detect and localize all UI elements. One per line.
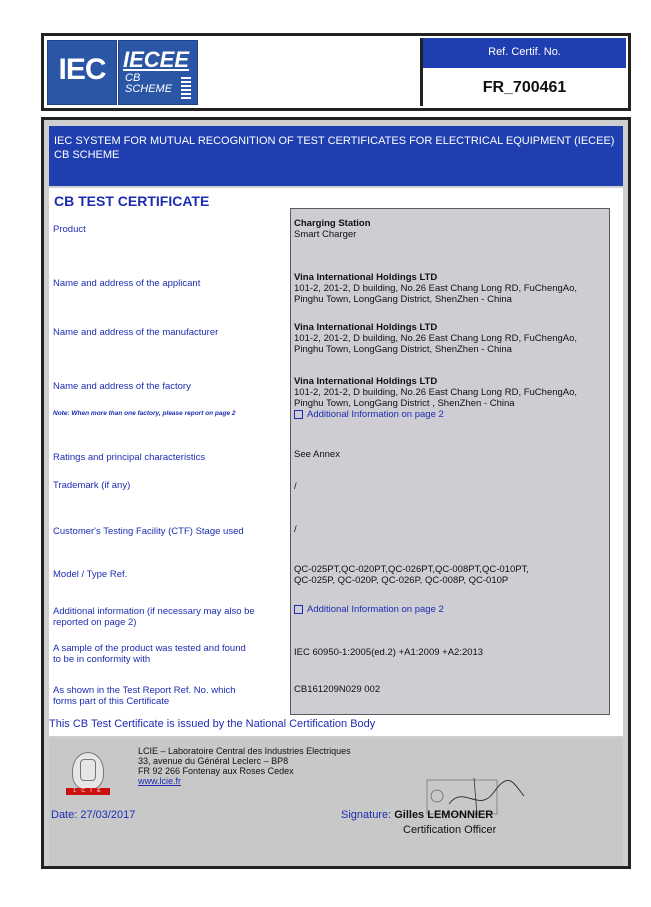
issued-by-statement: This CB Test Certificate is issued by the National Certification Body bbox=[49, 718, 376, 730]
trademark-label: Trademark (if any) bbox=[53, 480, 131, 491]
cb-test-certificate-title: CB TEST CERTIFICATE bbox=[54, 193, 210, 209]
signatory-name: Gilles LEMONNIER bbox=[394, 809, 494, 821]
iec-logo-text: IEC bbox=[58, 53, 106, 86]
lcie-address: LCIE – Laboratoire Central des Industries Electriques 33, avenue du Général Leclerc – BP8 FR 92 266 Fontenay aux Roses Cedex www.lcie.fr bbox=[138, 746, 351, 786]
checkbox-icon bbox=[294, 410, 303, 419]
certificate-header bbox=[41, 33, 631, 111]
logo-stripes bbox=[181, 77, 191, 101]
checkbox-icon bbox=[294, 605, 303, 614]
ratings-label: Ratings and principal characteristics bbox=[53, 452, 206, 463]
lcie-seal-icon bbox=[72, 752, 104, 790]
ctf-value: / bbox=[294, 524, 297, 535]
signature-line: Signature: Gilles LEMONNIER bbox=[341, 809, 494, 821]
signatory-role: Certification Officer bbox=[403, 824, 497, 836]
trademark-value: / bbox=[294, 481, 297, 492]
values-panel bbox=[290, 208, 610, 715]
cb-scheme-logo-text: CB SCHEME bbox=[125, 72, 173, 95]
system-title-bar: IEC SYSTEM FOR MUTUAL RECOGNITION OF TEST CERTIFICATES FOR ELECTRICAL EQUIPMENT (IECEE) CB SCHEME bbox=[49, 126, 623, 186]
model-value: QC-025PT,QC-020PT,QC-026PT,QC-008PT,QC-010PT, QC-025P, QC-020P, QC-026P, QC-008P, QC-010P bbox=[294, 564, 529, 586]
factory-value: Vina International Holdings LTD 101-2, 201-2, D building, No.26 East Chang Long RD, FuChengAo, Pinghu Town, LongGang District , ShenZhen - China Additional Information on page 2 bbox=[294, 376, 612, 420]
factory-label: Name and address of the factory bbox=[53, 381, 191, 392]
model-label: Model / Type Ref. bbox=[53, 569, 128, 580]
manufacturer-label: Name and address of the manufacturer bbox=[53, 327, 219, 338]
sample-label: A sample of the product was tested and found to be in conformity with bbox=[53, 643, 246, 665]
lcie-badge: L C I E bbox=[66, 788, 110, 795]
ratings-value: See Annex bbox=[294, 449, 340, 460]
ref-certif-label: Ref. Certif. No. bbox=[423, 38, 626, 68]
sample-value: IEC 60950-1:2005(ed.2) +A1:2009 +A2:2013 bbox=[294, 647, 484, 658]
certificate-date: Date: 27/03/2017 bbox=[51, 809, 136, 821]
iecee-cb-scheme-logo bbox=[118, 40, 198, 105]
manufacturer-value: Vina International Holdings LTD 101-2, 201-2, D building, No.26 East Chang Long RD, FuChengAo, Pinghu Town, LongGang District, ShenZhen - China bbox=[294, 322, 578, 355]
ref-certif-number: FR_700461 bbox=[482, 79, 567, 96]
ctf-label: Customer's Testing Facility (CTF) Stage used bbox=[53, 526, 244, 537]
report-label: As shown in the Test Report Ref. No. which forms part of this Certificate bbox=[53, 685, 236, 707]
certificate-footer bbox=[49, 738, 623, 866]
certificate-body bbox=[41, 117, 631, 869]
additional-info-value: Additional Information on page 2 bbox=[294, 604, 612, 615]
applicant-value: Vina International Holdings LTD 101-2, 201-2, D building, No.26 East Chang Long RD, FuChengAo, Pinghu Town, LongGang District, ShenZhen - China bbox=[294, 272, 578, 305]
applicant-label: Name and address of the applicant bbox=[53, 278, 201, 289]
product-label: Product bbox=[53, 224, 86, 235]
iecee-logo-text: IECEE bbox=[123, 47, 190, 72]
report-value: CB161209N029 002 bbox=[294, 684, 381, 695]
lcie-website-link[interactable]: www.lcie.fr bbox=[138, 776, 182, 786]
factory-note: Note: When more than one factory, please report on page 2 bbox=[53, 410, 236, 417]
certificate-form bbox=[49, 188, 623, 736]
iec-logo bbox=[47, 40, 117, 105]
additional-info-label: Additional information (if necessary may also be reported on page 2) bbox=[53, 606, 255, 628]
product-value: Charging Station Smart Charger bbox=[294, 218, 371, 240]
factory-additional-info: Additional Information on page 2 bbox=[294, 409, 612, 420]
